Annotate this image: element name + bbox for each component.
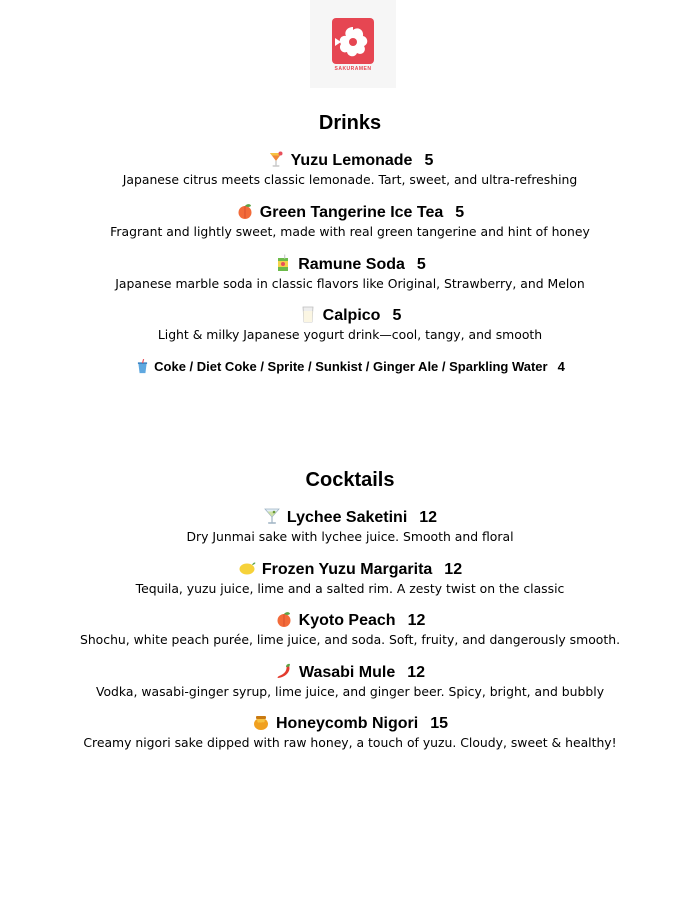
milk-glass-icon [299, 305, 317, 323]
section-title-cocktails: Cocktails [305, 469, 395, 491]
item-description: Vodka, wasabi-ginger syrup, lime juice, and ginger beer. Spicy, bright, and bubbly [95, 684, 605, 699]
item-heading [0, 713, 700, 734]
item-price: 15 [430, 715, 449, 732]
item-price: 5 [455, 204, 465, 221]
item-name: Wasabi Mule [298, 664, 396, 681]
sakura-logo-icon [332, 18, 374, 64]
menu-item [0, 507, 700, 546]
menu-item [0, 305, 700, 344]
item-name: Frozen Yuzu Margarita [261, 561, 433, 578]
peach-icon [275, 610, 293, 628]
cocktail-glass-icon [263, 507, 281, 525]
item-heading [0, 305, 700, 326]
item-name: Calpico [322, 307, 381, 324]
item-price: 12 [407, 612, 426, 629]
item-heading [0, 254, 700, 275]
menu-item [0, 713, 700, 752]
item-heading [0, 610, 700, 631]
item-heading [0, 507, 700, 528]
item-price: 12 [407, 664, 426, 681]
item-name: Yuzu Lemonade [290, 152, 413, 169]
item-description: Japanese marble soda in classic flavors like Original, Strawberry, and Melon [115, 276, 585, 291]
menu-item [0, 254, 700, 293]
logo-text: SAKURAMEN [334, 66, 372, 72]
item-description: Japanese citrus meets classic lemonade. Tart, sweet, and ultra-refreshing [122, 172, 578, 187]
item-name: Green Tangerine Ice Tea [259, 204, 444, 221]
item-description: Shochu, white peach purée, lime juice, and soda. Soft, fruity, and dangerously smooth. [79, 632, 621, 647]
item-price: 5 [416, 256, 426, 273]
menu-item [0, 202, 700, 241]
item-name: Kyoto Peach [298, 612, 396, 629]
lemon-icon [238, 559, 256, 577]
juice-box-icon [274, 254, 292, 272]
item-description: Dry Junmai sake with lychee juice. Smooth and floral [186, 529, 514, 544]
logo [310, 0, 396, 88]
tropical-drink-icon [267, 150, 285, 168]
soda-names: Coke / Diet Coke / Sprite / Sunkist / Ginger Ale / Sparkling Water [154, 359, 548, 374]
honey-pot-icon [252, 713, 270, 731]
item-description: Fragrant and lightly sweet, made with real green tangerine and hint of honey [110, 224, 590, 239]
item-heading [0, 202, 700, 223]
item-description: Light & milky Japanese yogurt drink—cool, tangy, and smooth [157, 327, 543, 342]
soda-list [0, 359, 700, 374]
item-name: Ramune Soda [298, 256, 405, 273]
item-heading [0, 150, 700, 171]
cup-with-straw-icon [135, 359, 150, 374]
menu-item [0, 610, 700, 649]
soda-price: 4 [557, 359, 565, 374]
item-name: Honeycomb Nigori [275, 715, 419, 732]
peach-icon [236, 202, 254, 220]
item-heading [0, 559, 700, 580]
item-price: 5 [392, 307, 402, 324]
chili-pepper-icon [275, 662, 293, 680]
item-price: 5 [424, 152, 434, 169]
item-name: Lychee Saketini [286, 509, 408, 526]
item-heading [0, 662, 700, 683]
item-price: 12 [419, 509, 438, 526]
menu-item [0, 662, 700, 701]
item-price: 12 [444, 561, 463, 578]
item-description: Creamy nigori sake dipped with raw honey, a touch of yuzu. Cloudy, sweet & healthy! [83, 735, 617, 750]
section-title-drinks: Drinks [318, 112, 382, 134]
item-description: Tequila, yuzu juice, lime and a salted rim. A zesty twist on the classic [135, 581, 565, 596]
menu-item [0, 559, 700, 598]
menu-item [0, 150, 700, 189]
